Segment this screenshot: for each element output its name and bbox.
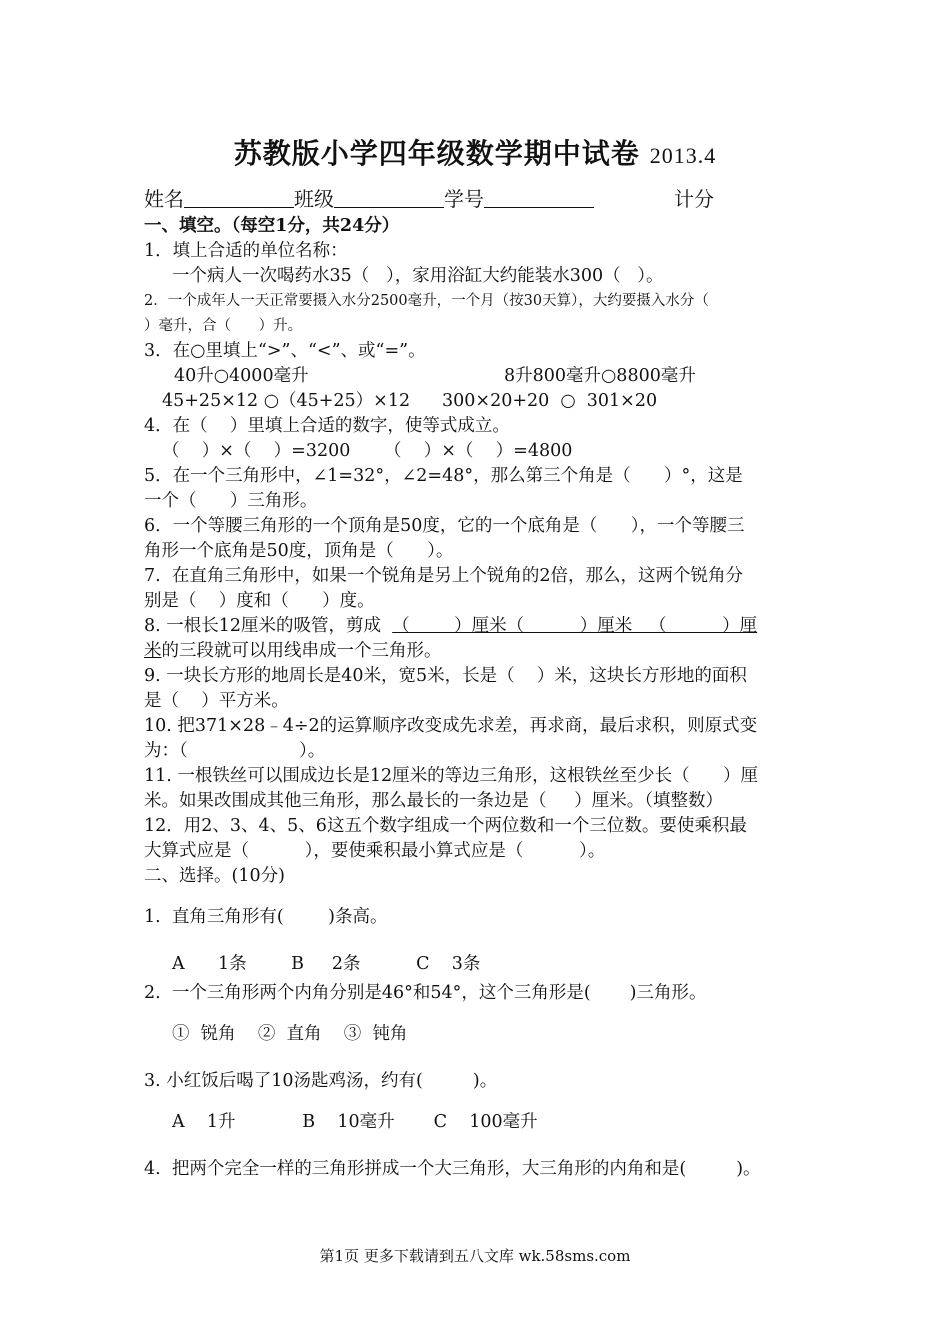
q4-line1: 4．在（ ）里填上合适的数字，使等式成立。: [144, 416, 510, 436]
q8-line1: [144, 614, 808, 639]
q8-line2-ul: 米: [144, 641, 162, 661]
s2-q2: 2. 一个三角形两个内角分别是46°和54°，这个三角形是( )三角形。: [144, 983, 707, 1003]
q10-line2: 为：（ ）。: [144, 741, 326, 761]
q1-line2: 一个病人一次喝药水35（ ），家用浴缸大约能装水300（ ）。: [172, 266, 664, 286]
q2-line2: ）毫升，合（ ）升。: [144, 318, 303, 334]
section2-header: 二、选择。(10分): [144, 866, 285, 886]
q7-line2: 别是（ ）度和（ ）度。: [144, 591, 375, 611]
class-blank[interactable]: [334, 187, 444, 208]
score-label: 计分: [674, 187, 714, 211]
title-year: 2013.4: [649, 143, 717, 168]
q3-b: 8升800毫升○8800毫升: [504, 366, 696, 386]
q3-row1: [144, 364, 808, 389]
s2-q4: 4. 把两个完全一样的三角形拼成一个大三角形，大三角形的内角和是( )。: [144, 1159, 761, 1179]
q9-line1: 9. 一块长方形的地周长是40米，宽5米，长是（ ）米，这块长方形地的面积: [144, 666, 747, 686]
q8-line2-rest: 的三段就可以用线串成一个三角形。: [161, 641, 442, 661]
q3-row2: [144, 389, 808, 414]
q8-underlined: （ ）厘米（ ）厘米 （ ）厘: [392, 616, 758, 636]
class-label: 班级: [294, 187, 334, 211]
id-label: 学号: [444, 187, 484, 211]
s2-q3: 3. 小红饭后喝了10汤匙鸡汤，约有( )。: [144, 1071, 498, 1091]
id-blank[interactable]: [484, 187, 594, 208]
q12-line1: 12．用2、3、4、5、6这五个数字组成一个两位数和一个三位数。要使乘积最: [144, 816, 747, 836]
q11-line1: 11. 一根铁丝可以围成边长是12厘米的等边三角形，这根铁丝至少长（ ）厘: [144, 766, 759, 786]
q9-line2: 是（ ）平方米。: [144, 691, 289, 711]
q5-line1: 5．在一个三角形中，∠1=32°，∠2=48°，那么第三个角是（ ）°，这是: [144, 466, 743, 486]
q6-line1: 6．一个等腰三角形的一个顶角是50度，它的一个底角是（ ），一个等腰三: [144, 516, 745, 536]
s2-q1: 1. 直角三角形有( )条高。: [144, 907, 388, 927]
q4-a: （ ）×（ ）=3200: [162, 441, 351, 461]
name-blank[interactable]: [184, 187, 294, 208]
q2-line1: 2．一个成年人一天正常要摄入水分2500毫升，一个月（按30天算），大约要摄入水分（: [144, 293, 709, 309]
q1-line1: 1．填上合适的单位名称：: [144, 241, 348, 261]
q3-line1: 3．在○里填上“>”、“<”、或“=”。: [144, 341, 426, 361]
q8-line2: [144, 639, 808, 664]
s2-q1-options: A 1条 B 2条 C 3条: [172, 954, 481, 974]
q6-line2: 角形一个底角是50度，顶角是（ ）。: [144, 541, 454, 561]
page-footer: 第1页 更多下载请到五八文库 wk.58sms.com: [319, 1247, 631, 1265]
exam-body: [144, 184, 808, 1182]
title-text: 苏教版小学四年级数学期中试卷: [233, 137, 640, 170]
q11-line2: 米。如果改围成其他三角形，那么最长的一条边是（ ）厘米。（填整数）: [144, 791, 724, 811]
q3-a: 40升○4000毫升: [174, 366, 309, 386]
name-label: 姓名: [144, 187, 184, 211]
s2-q2-options: ① 锐角 ② 直角 ③ 钝角: [172, 1024, 408, 1044]
student-info-line: [144, 184, 808, 214]
q8-prefix: 8. 一根长12厘米的吸管，剪成: [144, 616, 393, 636]
s2-q3-options: A 1升 B 10毫升 C 100毫升: [172, 1112, 538, 1132]
q3-c: 45+25×12 ○（45+25）×12: [162, 391, 411, 411]
q7-line1: 7. 在直角三角形中，如果一个锐角是另上个锐角的2倍，那么，这两个锐角分: [144, 566, 743, 586]
q4-row: [144, 439, 808, 464]
q10-line1: 10. 把371×28﹣4÷2的运算顺序改变成先求差，再求商，最后求积，则原式变: [144, 716, 758, 736]
q3-d: 300×20+20 ○ 301×20: [442, 391, 658, 411]
q4-b: （ ）×（ ）=4800: [384, 441, 573, 461]
section1-header: 一、填空。（每空1分，共24分）: [144, 216, 400, 236]
q5-line2: 一个（ ）三角形。: [144, 491, 318, 511]
page-title: [0, 132, 950, 172]
q12-line2: 大算式应是（ ），要使乘积最小算式应是（ ）。: [144, 841, 606, 861]
